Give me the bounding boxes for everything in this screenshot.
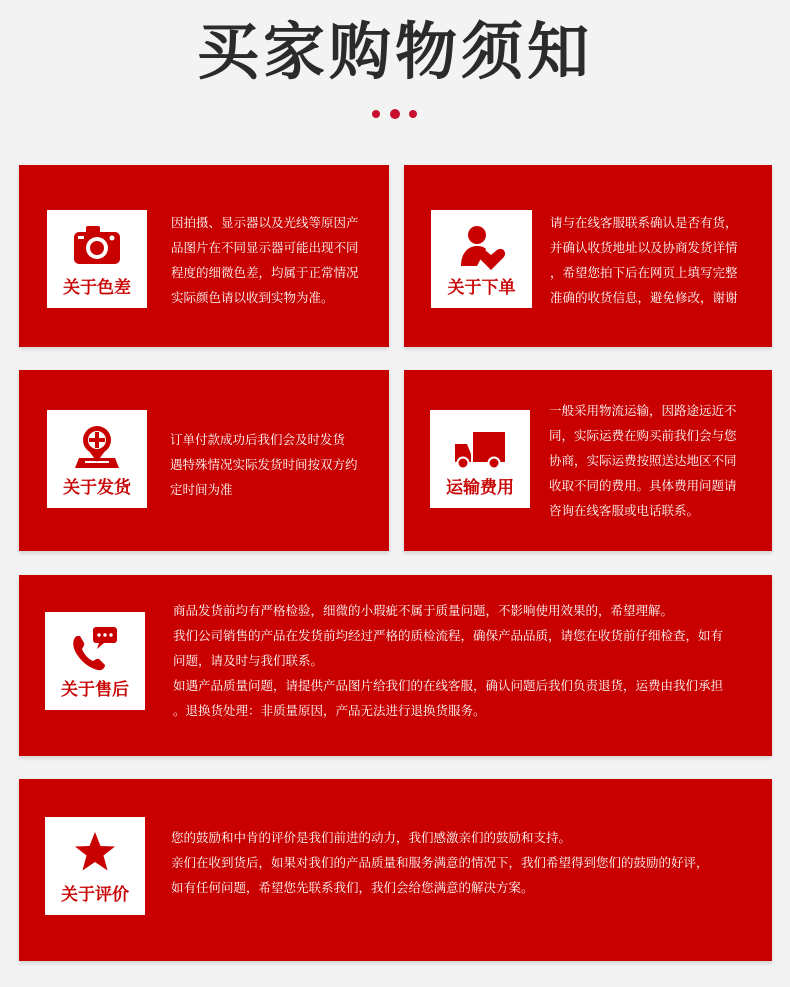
card-shipping bbox=[19, 370, 389, 551]
camera-icon bbox=[72, 224, 122, 268]
map-pin-icon bbox=[75, 424, 119, 470]
divider-dot bbox=[409, 110, 417, 118]
card-text bbox=[171, 825, 761, 900]
card-reviews bbox=[19, 779, 772, 961]
card-label: 关于色差 bbox=[63, 278, 131, 298]
card-text-line: 协商，实际运费按照送达地区不同 bbox=[549, 453, 737, 468]
truck-icon bbox=[453, 430, 507, 470]
card-text bbox=[171, 210, 381, 310]
card-text bbox=[550, 210, 765, 310]
card-text-line: 并确认收货地址以及协商发货详情 bbox=[550, 240, 738, 255]
card-icon-box bbox=[47, 210, 147, 308]
card-label: 关于评价 bbox=[61, 885, 129, 905]
card-text bbox=[170, 427, 382, 502]
card-text-line: 如遇产品质量问题，请提供产品图片给我们的在线客服，确认问题后我们负责退货，运费由我们承担 bbox=[173, 678, 724, 693]
phone-chat-icon bbox=[71, 626, 119, 672]
card-text-line: 同，实际运费在购买前我们会与您 bbox=[549, 428, 737, 443]
card-label: 关于下单 bbox=[447, 278, 516, 298]
card-icon-box bbox=[45, 817, 145, 915]
title-divider-dots bbox=[372, 109, 418, 119]
card-text-line: 商品发货前均有严格检验，细微的小瑕疵不属于质量问题，不影响使用效果的，希望理解。 bbox=[173, 603, 674, 618]
card-text-line: 遇特殊情况实际发货时间按双方约 bbox=[170, 457, 358, 472]
card-text-line: 因拍摄、显示器以及光线等原因产 bbox=[171, 215, 359, 230]
card-ordering bbox=[404, 165, 772, 347]
card-text-line: ，希望您拍下后在网页上填写完整 bbox=[550, 265, 738, 280]
card-text bbox=[549, 398, 764, 523]
card-text-line: 请与在线客服联系确认是否有货， bbox=[550, 215, 738, 230]
card-text-line: 准确的收货信息，避免修改，谢谢 bbox=[550, 290, 738, 305]
card-label: 运输费用 bbox=[446, 478, 514, 498]
card-icon-box bbox=[47, 410, 147, 508]
page-title: 买家购物须知 bbox=[196, 15, 593, 88]
card-icon-box bbox=[45, 612, 145, 710]
card-text-line: 程度的细微色差，均属于正常情况 bbox=[171, 265, 359, 280]
card-text-line: 咨询在线客服或电话联系。 bbox=[549, 503, 700, 518]
divider-dot bbox=[372, 110, 380, 118]
star-icon bbox=[73, 831, 117, 873]
card-icon-box bbox=[431, 210, 532, 308]
card-freight bbox=[404, 370, 772, 551]
card-text bbox=[173, 598, 763, 723]
card-text-line: 一般采用物流运输，因路途远近不 bbox=[549, 403, 737, 418]
card-icon-box bbox=[430, 410, 530, 508]
card-text-line: 问题，请及时与我们联系。 bbox=[173, 653, 324, 668]
card-color-difference bbox=[19, 165, 389, 347]
card-label: 关于发货 bbox=[63, 478, 131, 498]
card-text-line: 您的鼓励和中肯的评价是我们前进的动力，我们感激亲们的鼓励和支持。 bbox=[171, 830, 572, 845]
card-text-line: 订单付款成功后我们会及时发货 bbox=[170, 432, 346, 447]
card-text-line: 品图片在不同显示器可能出现不同 bbox=[171, 240, 359, 255]
divider-dot bbox=[390, 109, 400, 119]
user-heart-icon bbox=[459, 224, 505, 272]
card-text-line: 实际颜色请以收到实物为准。 bbox=[171, 290, 334, 305]
card-text-line: 。退换货处理：非质量原因，产品无法进行退换货服务。 bbox=[173, 703, 486, 718]
card-text-line: 定时间为准 bbox=[170, 482, 233, 497]
card-text-line: 我们公司销售的产品在发货前均经过严格的质检流程，确保产品品质，请您在收货前仔细检查，如有 bbox=[173, 628, 724, 643]
card-label: 关于售后 bbox=[61, 680, 129, 700]
card-text-line: 如有任何问题，希望您先联系我们，我们会给您满意的解决方案。 bbox=[171, 880, 534, 895]
card-text-line: 亲们在收到货后，如果对我们的产品质量和服务满意的情况下，我们希望得到您们的鼓励的好评， bbox=[171, 855, 709, 870]
card-after-sales bbox=[19, 575, 772, 756]
card-text-line: 收取不同的费用。具体费用问题请 bbox=[549, 478, 737, 493]
